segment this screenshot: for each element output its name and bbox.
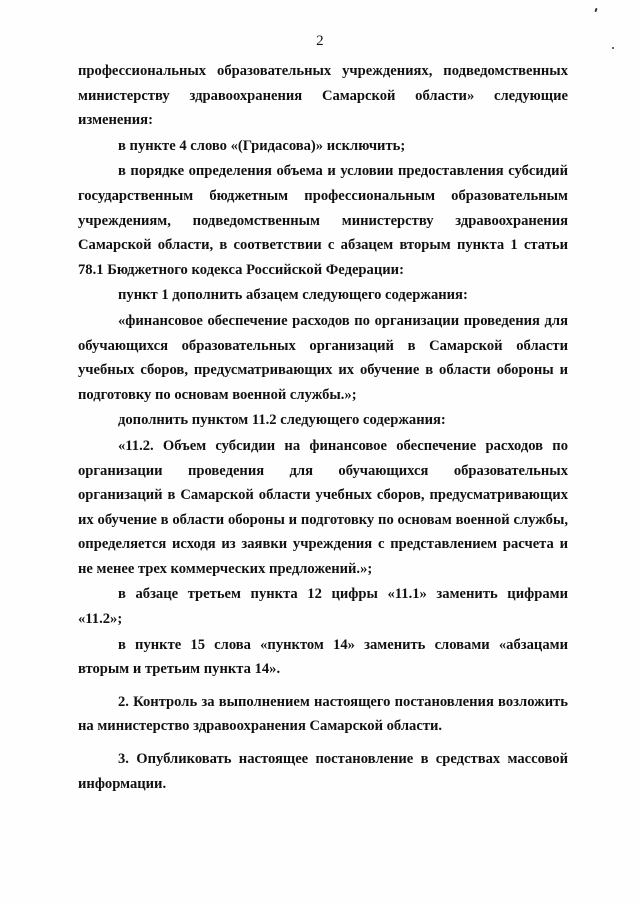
scan-mark <box>612 47 614 49</box>
paragraph-intro: профессиональных образовательных учреждениях, подведомственных министерству здравоохранения Самарской области» следующие изменения: <box>78 63 568 129</box>
paragraph-quote-1: «финансовое обеспечение расходов по организации проведения для обучающихся образовательных организаций в Самарской области учебных сборов, предусматривающих их обучение в области обороны и подготовку по основам военной службы.»; <box>78 312 568 403</box>
paragraph-item-12: в абзаце третьем пункта 12 цифры «11.1» заменить цифрами «11.2»; <box>78 586 568 628</box>
document-body <box>78 59 568 796</box>
paragraph-publish: 3. Опубликовать настоящее постановление в средствах массовой информации. <box>78 751 568 792</box>
paragraph-item-1-add: пункт 1 дополнить абзацем следующего содержания: <box>118 287 468 304</box>
paragraph-item-11-2-add: дополнить пунктом 11.2 следующего содержания: <box>118 412 446 429</box>
paragraph-item-4: в пункте 4 слово «(Гридасова)» исключить; <box>118 137 406 154</box>
paragraph-procedure-title: в порядке определения объема и условии предоставления субсидий государственным бюджетным профессиональным образовательным учреждениям, подведомственным министерству здравоохранения Самарской области, в соответствии с абзацем вторым пункта 1 статьи 78.1 Бюджетного кодекса Российской Федерации: <box>78 163 568 278</box>
page-number: 2 <box>316 33 324 49</box>
paragraph-quote-11-2: «11.2. Объем субсидии на финансовое обеспечение расходов по организации проведения для обучающихся образовательных организаций в Самарской области учебных сборов, предусматривающих их обучение в области обороны и подготовку по основам военной службы, определяется исходя из заявки учреждения с представлением расчета и не менее трех коммерческих предложений.»; <box>78 437 568 577</box>
paragraph-item-15: в пункте 15 слова «пунктом 14» заменить словами «абзацами вторым и третьим пункта 14». <box>78 636 568 678</box>
paragraph-control: 2. Контроль за выполнением настоящего постановления возложить на министерство здравоохранения Самарской области. <box>78 693 568 735</box>
scan-mark <box>594 8 597 12</box>
